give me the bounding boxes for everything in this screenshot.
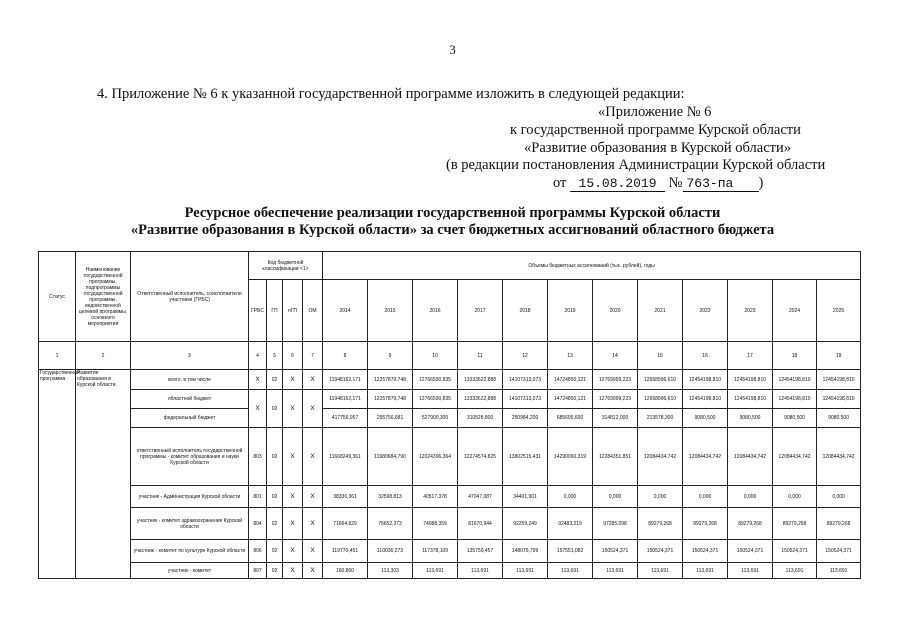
value-cell: 81670,944 [458, 508, 503, 540]
table-row [39, 370, 861, 390]
grbs-cell: 803 [249, 428, 267, 486]
value-cell: 40517,378 [413, 486, 458, 508]
grbs-cell: Х [249, 390, 267, 428]
gp-cell: 02 [267, 370, 283, 390]
grbs-cell: 804 [249, 508, 267, 540]
value-cell: 92259,249 [503, 508, 548, 540]
table-row [39, 428, 861, 486]
table-row [39, 409, 861, 428]
executor-cell: всего, в том числе [131, 370, 249, 390]
appendix-line-2: к государственной программе Курской области [510, 122, 801, 138]
value-cell: 14107313,073 [503, 370, 548, 390]
header-grbs: ГРБС [249, 280, 267, 342]
value-cell: 12769999,223 [593, 390, 638, 409]
value-cell: 9080,500 [773, 409, 817, 428]
value-cell: 13333622,888 [458, 370, 503, 390]
executor-cell: участник - комитет [131, 563, 249, 579]
gp-cell: 02 [267, 428, 283, 486]
value-cell: 314812,000 [593, 409, 638, 428]
value-cell: 12454198,810 [728, 390, 773, 409]
col-number: 15 [638, 342, 683, 370]
gp-cell: 02 [267, 540, 283, 563]
col-number: 5 [267, 342, 283, 370]
value-cell: 113,691 [817, 563, 861, 579]
gp-cell: 02 [267, 563, 283, 579]
value-cell: 250984,200 [503, 409, 548, 428]
executor-cell: федеральный бюджет [131, 409, 249, 428]
header-year: 2025 [817, 280, 861, 342]
header-year: 2019 [548, 280, 593, 342]
value-cell: 0,000 [593, 486, 638, 508]
value-cell: 0,000 [548, 486, 593, 508]
pgp-cell: Х [283, 370, 303, 390]
header-year: 2024 [773, 280, 817, 342]
om-cell: Х [303, 540, 323, 563]
grbs-cell: 801 [249, 486, 267, 508]
value-cell: 97285,098 [593, 508, 638, 540]
col-number: 11 [458, 342, 503, 370]
table-row [39, 563, 861, 579]
number-prefix: № [668, 175, 683, 191]
om-cell: Х [303, 390, 323, 428]
header-year: 2022 [683, 280, 728, 342]
col-number: 4 [249, 342, 267, 370]
value-cell: 89279,268 [683, 508, 728, 540]
header-budget-codes: Код бюджетной классификации <1> [249, 252, 323, 280]
col-number: 18 [773, 342, 817, 370]
col-number: 14 [593, 342, 638, 370]
value-cell: 12257879,748 [368, 390, 413, 409]
value-cell: 0,000 [683, 486, 728, 508]
grbs-cell: 807 [249, 563, 267, 579]
decree-date: 15.08.2019 [570, 177, 665, 192]
value-cell: 13802515,431 [503, 428, 548, 486]
col-number: 3 [131, 342, 249, 370]
header-year: 2021 [638, 280, 683, 342]
col-number: 17 [728, 342, 773, 370]
value-cell: 12084434,742 [817, 428, 861, 486]
om-cell: Х [303, 370, 323, 390]
executor-cell: участник - Администрация Курской области [131, 486, 249, 508]
value-cell: 89279,268 [773, 508, 817, 540]
header-volumes: Объемы бюджетных ассигнований (тыс. рублей), годы [323, 252, 861, 280]
table-row [39, 486, 861, 508]
decree-number: 763-па [683, 177, 759, 192]
value-cell: 14724850,121 [548, 370, 593, 390]
value-cell: 113,303 [368, 563, 413, 579]
value-cell: 157551,082 [548, 540, 593, 563]
value-cell: 89279,268 [638, 508, 683, 540]
executor-cell: участник - комитет здравоохранения Курской области [131, 508, 249, 540]
grbs-cell: 806 [249, 540, 267, 563]
om-cell: Х [303, 508, 323, 540]
table-row [39, 508, 861, 540]
col-number: 19 [817, 342, 861, 370]
value-cell: 150524,371 [817, 540, 861, 563]
header-pgp: пГП [283, 280, 303, 342]
header-year: 2020 [593, 280, 638, 342]
table-row [39, 390, 861, 409]
value-cell: 148075,799 [503, 540, 548, 563]
value-cell: 12454198,810 [728, 370, 773, 390]
value-cell: 38330,361 [323, 486, 368, 508]
pgp-cell: Х [283, 486, 303, 508]
value-cell: 12084434,742 [773, 428, 817, 486]
page-number: 3 [449, 42, 456, 57]
value-cell: 113,691 [728, 563, 773, 579]
appendix-line-3: «Развитие образования в Курской области» [524, 140, 792, 156]
value-cell: 113,691 [593, 563, 638, 579]
value-cell: 113,691 [773, 563, 817, 579]
header-year: 2018 [503, 280, 548, 342]
col-number: 9 [368, 342, 413, 370]
value-cell: 9080,500 [683, 409, 728, 428]
value-cell: 12274574,825 [458, 428, 503, 486]
status-cell: Государственная программа [39, 370, 76, 579]
value-cell: 113,691 [503, 563, 548, 579]
value-cell: 9080,500 [728, 409, 773, 428]
value-cell: 14107313,073 [503, 390, 548, 409]
executor-cell: участник - комитет по культуре Курской области [131, 540, 249, 563]
value-cell: 12454198,810 [773, 370, 817, 390]
col-number: 8 [323, 342, 368, 370]
resource-table [38, 251, 861, 579]
value-cell: 9080,500 [817, 409, 861, 428]
header-year: 2017 [458, 280, 503, 342]
value-cell: 160,800 [323, 563, 368, 579]
value-cell: 113,691 [683, 563, 728, 579]
executor-cell: областной бюджет [131, 390, 249, 409]
header-gp: ГП [267, 280, 283, 342]
value-cell: 527900,300 [413, 409, 458, 428]
value-cell: 0,000 [638, 486, 683, 508]
header-year: 2014 [323, 280, 368, 342]
value-cell: 12766590,835 [413, 370, 458, 390]
pgp-cell: Х [283, 428, 303, 486]
value-cell: 685695,600 [548, 409, 593, 428]
value-cell: 12658996,610 [638, 370, 683, 390]
appendix-line-1: «Приложение № 6 [598, 104, 712, 120]
value-cell: 75652,373 [368, 508, 413, 540]
value-cell: 14290060,319 [548, 428, 593, 486]
program-name-cell: Развитие образования в Курской области [76, 370, 131, 579]
pgp-cell: Х [283, 540, 303, 563]
gp-cell: 02 [267, 390, 283, 428]
value-cell: 12024396,364 [413, 428, 458, 486]
value-cell: 11948162,171 [323, 390, 368, 409]
value-cell: 119770,451 [323, 540, 368, 563]
value-cell: 12454198,810 [683, 390, 728, 409]
value-cell: 12084434,742 [683, 428, 728, 486]
value-cell: 11980684,790 [368, 428, 413, 486]
value-cell: 12084434,742 [728, 428, 773, 486]
grbs-cell: Х [249, 370, 267, 390]
value-cell: 0,000 [773, 486, 817, 508]
executor-cell: ответственный исполнитель государственной программы - комитет образования и науки Курской области [131, 428, 249, 486]
value-cell: 11948162,171 [323, 370, 368, 390]
value-cell: 12454198,810 [683, 370, 728, 390]
value-cell: 12284351,851 [593, 428, 638, 486]
header-executor: Ответственный исполнитель, соисполнители участники (ГРБС) [131, 252, 249, 342]
header-year: 2023 [728, 280, 773, 342]
value-cell: 12769999,223 [593, 370, 638, 390]
col-number: 13 [548, 342, 593, 370]
document-title-line-1: Ресурсное обеспечение реализации государственной программы Курской области [184, 205, 721, 221]
value-cell: 213578,300 [638, 409, 683, 428]
document-title-line-2: «Развитие образования в Курской области» за счет бюджетных ассигнований областного бюджета [130, 222, 775, 238]
col-number: 7 [303, 342, 323, 370]
header-year: 2016 [413, 280, 458, 342]
value-cell: 13333622,888 [458, 390, 503, 409]
value-cell: 150524,371 [683, 540, 728, 563]
value-cell: 47047,087 [458, 486, 503, 508]
value-cell: 113,691 [638, 563, 683, 579]
amendment-paragraph: 4. Приложение № 6 к указанной государственной программе изложить в следующей редакции: [97, 86, 685, 102]
col-number: 10 [413, 342, 458, 370]
value-cell: 295756,681 [368, 409, 413, 428]
value-cell: 89279,268 [728, 508, 773, 540]
close-paren: ) [758, 175, 764, 191]
table-row [39, 540, 861, 563]
col-number: 6 [283, 342, 303, 370]
value-cell: 12658996,610 [638, 390, 683, 409]
value-cell: 71664,629 [323, 508, 368, 540]
om-cell: Х [303, 428, 323, 486]
gp-cell: 02 [267, 508, 283, 540]
value-cell: 89279,268 [817, 508, 861, 540]
value-cell: 12454198,810 [773, 390, 817, 409]
header-name: Наименование государственной программы, подпрограммы государственной программы, ведомственной целевой программы, основного мероприятия [76, 252, 131, 342]
value-cell: 0,000 [728, 486, 773, 508]
value-cell: 417756,957 [323, 409, 368, 428]
value-cell: 11668249,361 [323, 428, 368, 486]
value-cell: 12257879,748 [368, 370, 413, 390]
value-cell: 0,000 [817, 486, 861, 508]
header-om: ОМ [303, 280, 323, 342]
gp-cell: 02 [267, 486, 283, 508]
value-cell: 74088,359 [413, 508, 458, 540]
col-number: 2 [76, 342, 131, 370]
value-cell: 34401,901 [503, 486, 548, 508]
col-number: 16 [683, 342, 728, 370]
om-cell: Х [303, 563, 323, 579]
value-cell: 117378,109 [413, 540, 458, 563]
value-cell: 113,691 [548, 563, 593, 579]
header-status: Статус [39, 252, 76, 342]
value-cell: 12454198,810 [817, 370, 861, 390]
appendix-date-line [553, 175, 763, 192]
col-number: 12 [503, 342, 548, 370]
pgp-cell: Х [283, 508, 303, 540]
value-cell: 150524,371 [773, 540, 817, 563]
value-cell: 12766590,835 [413, 390, 458, 409]
appendix-line-4: (в редакции постановления Администрации Курской области [446, 157, 826, 173]
value-cell: 113,691 [458, 563, 503, 579]
value-cell: 150524,371 [638, 540, 683, 563]
date-prefix: от [553, 175, 567, 191]
value-cell: 92483,219 [548, 508, 593, 540]
value-cell: 310528,800 [458, 409, 503, 428]
value-cell: 12084434,742 [638, 428, 683, 486]
header-year: 2015 [368, 280, 413, 342]
value-cell: 150524,371 [728, 540, 773, 563]
pgp-cell: Х [283, 563, 303, 579]
value-cell: 113,691 [413, 563, 458, 579]
pgp-cell: Х [283, 390, 303, 428]
value-cell: 135759,457 [458, 540, 503, 563]
value-cell: 110036,273 [368, 540, 413, 563]
om-cell: Х [303, 486, 323, 508]
col-number: 1 [39, 342, 76, 370]
value-cell: 32598,813 [368, 486, 413, 508]
value-cell: 12454198,810 [817, 390, 861, 409]
value-cell: 150524,371 [593, 540, 638, 563]
value-cell: 14724850,121 [548, 390, 593, 409]
column-numbers-row [39, 342, 861, 370]
